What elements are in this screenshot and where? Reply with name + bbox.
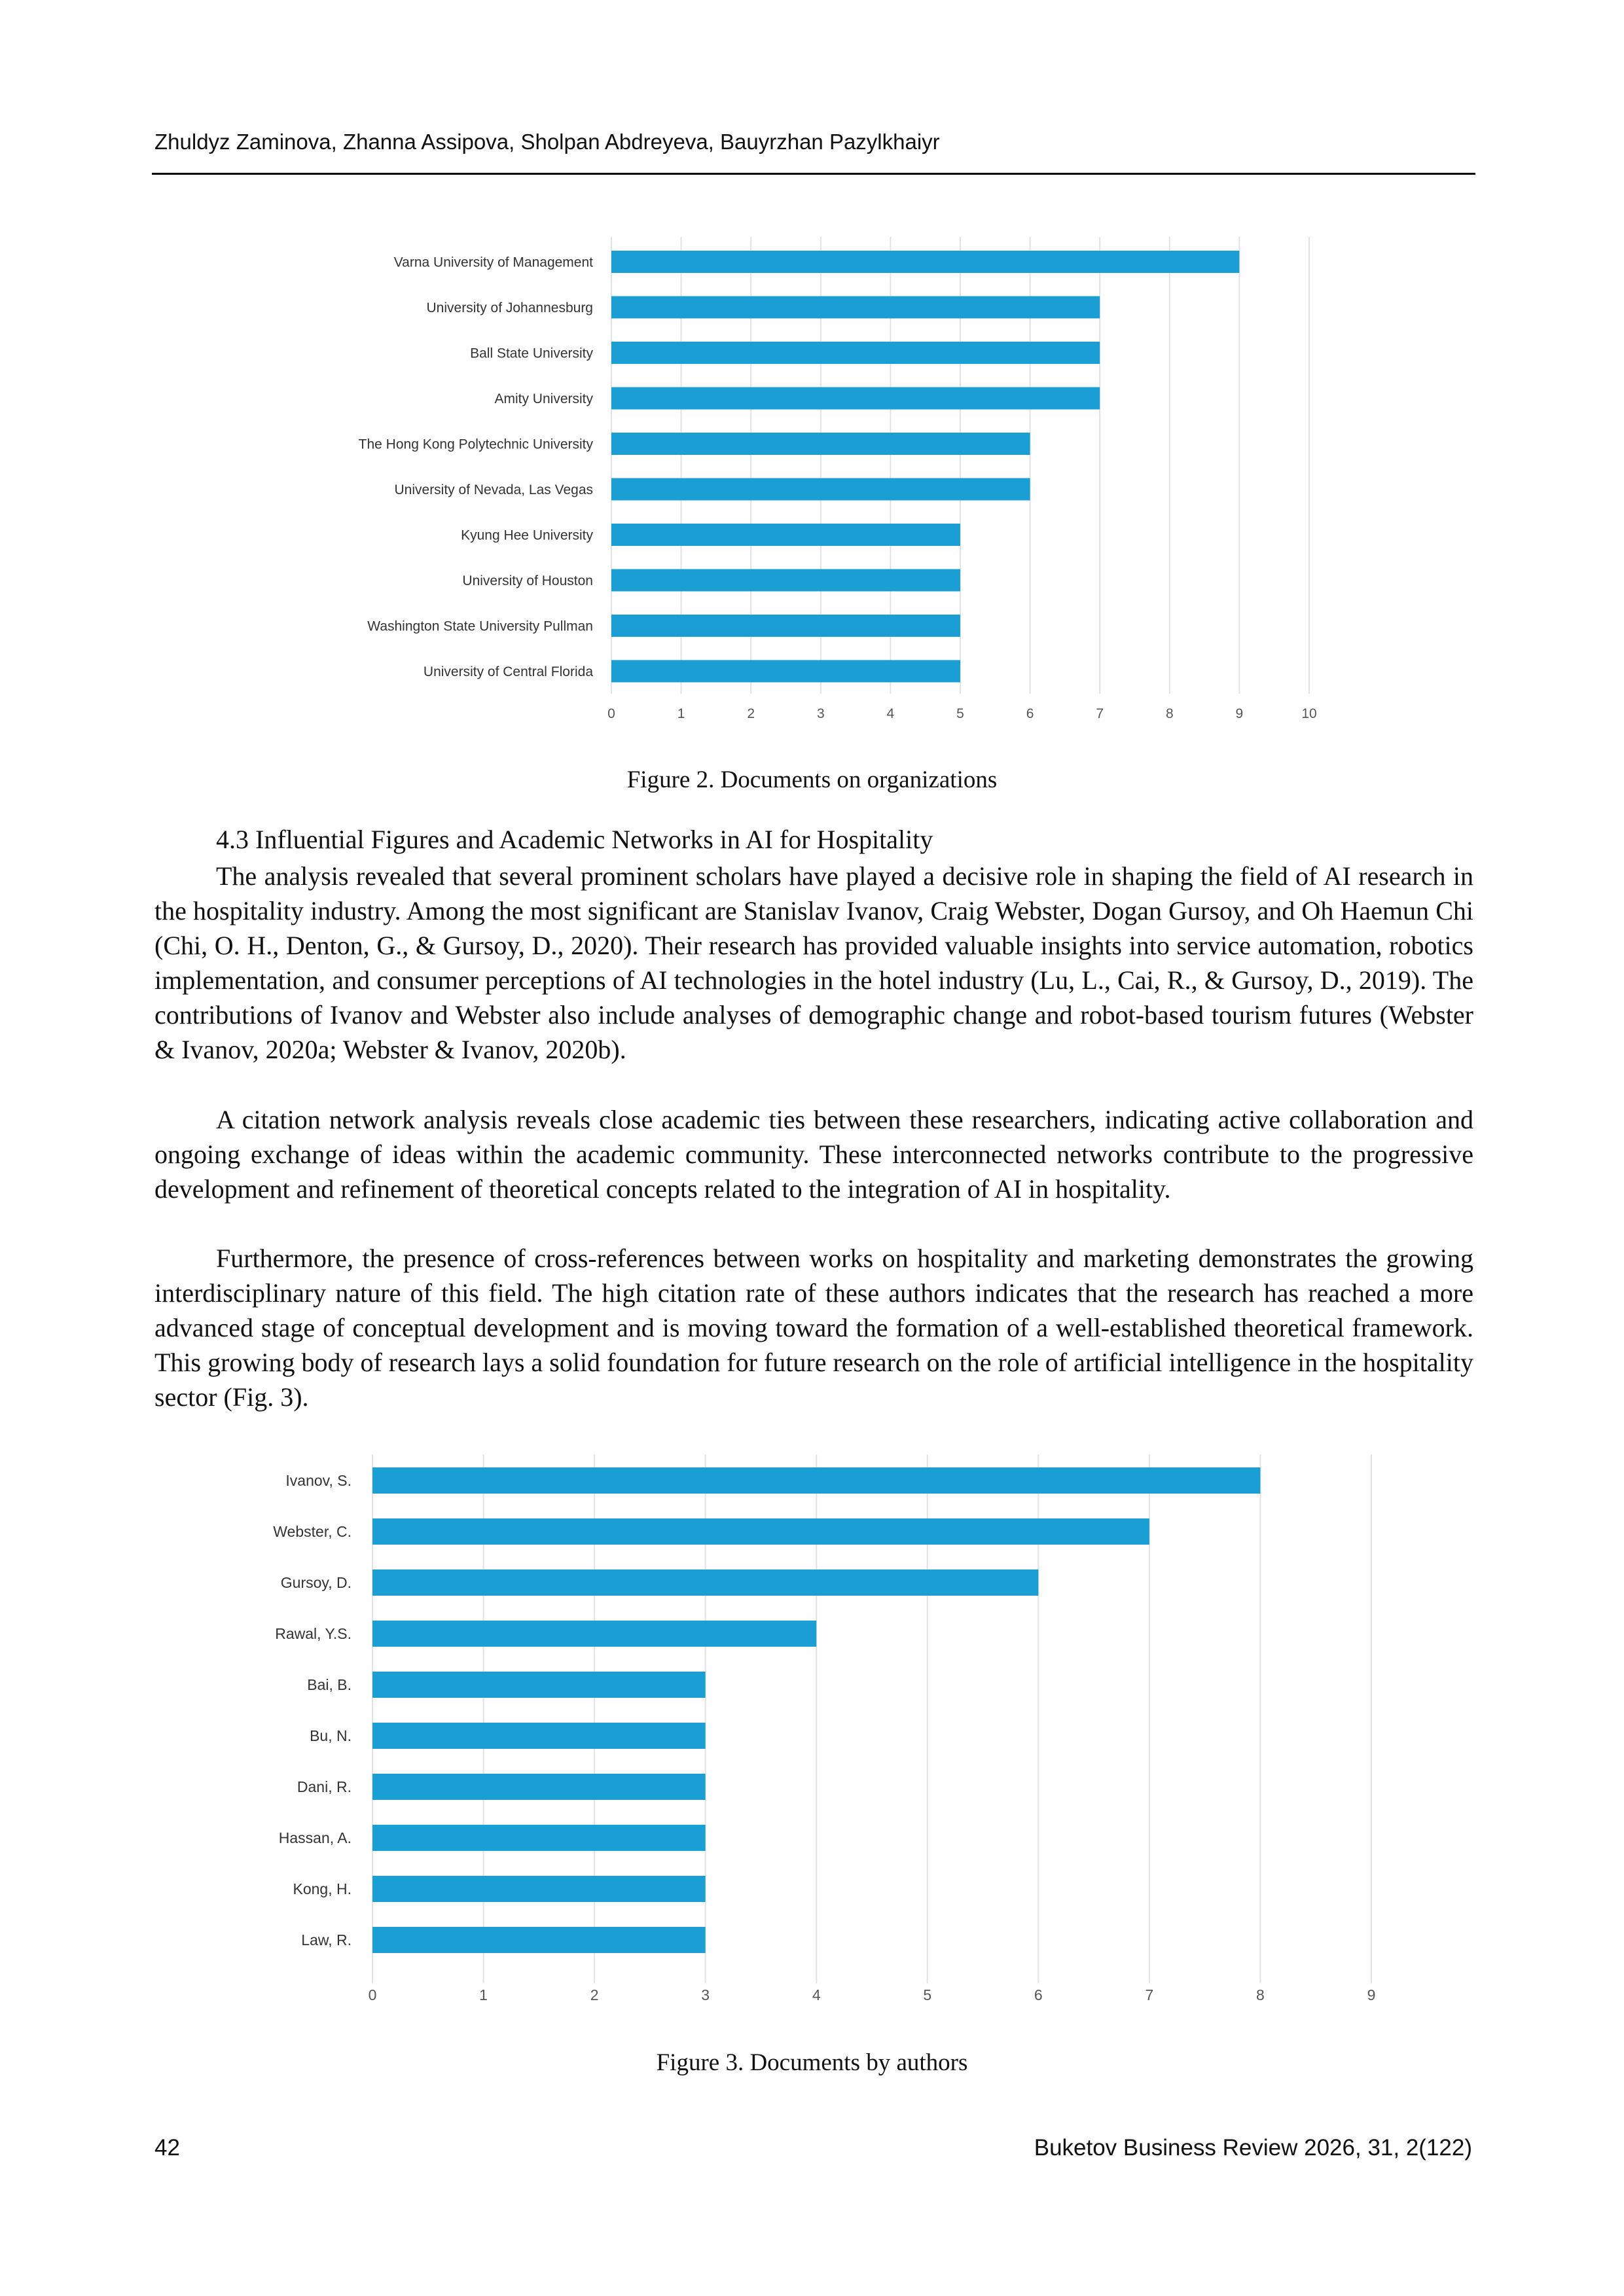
bar [372, 1467, 1260, 1494]
category-label: Kong, H. [293, 1880, 352, 1898]
organizations-bar-chart [308, 223, 1329, 740]
category-label: Webster, C. [273, 1523, 352, 1541]
body-paragraph-1: The analysis revealed that several prominent scholars have played a decisive role in shaping the field of AI research in the hospitality industry. Among the most significant are Stanislav Ivanov, Craig Webster, Dogan Gursoy, and Oh Haemun Chi (Chi, O. H., Denton, G., & Gursoy, D., 2020). Their research has provided valuable insights into service automation, robotics implementation, and consumer perceptions of AI technologies in the hotel industry (Lu, L., Cai, R., & Gursoy, D., 2019). The contributions of Ivanov and Webster also include analyses of demographic change and robot-based tourism futures (Webster & Ivanov, 2020a; Webster & Ivanov, 2020b). [154, 861, 1473, 1064]
category-label: Hassan, A. [278, 1829, 352, 1847]
category-label: Gursoy, D. [280, 1574, 352, 1592]
bar [372, 1723, 706, 1749]
category-label: University of Nevada, Las Vegas [394, 482, 593, 497]
bar [611, 615, 960, 637]
x-tick-label: 7 [1145, 1986, 1154, 2003]
x-tick-label: 0 [368, 1986, 377, 2003]
bar [372, 1621, 816, 1647]
category-label: The Hong Kong Polytechnic University [358, 437, 593, 452]
bar [611, 569, 960, 592]
x-tick-label: 9 [1367, 1986, 1376, 2003]
category-label: Bai, B. [307, 1676, 352, 1694]
bar [611, 660, 960, 683]
bar [372, 1927, 706, 1953]
bar [611, 433, 1030, 455]
figure-2-caption: Figure 2. Documents on organizations [626, 766, 998, 793]
figure-3-caption: Figure 3. Documents by authors [656, 2049, 968, 2076]
bar [372, 1825, 706, 1851]
category-label: Kyung Hee University [461, 528, 593, 543]
bar [611, 342, 1100, 364]
bar [372, 1876, 706, 1902]
journal-footer: Buketov Business Review 2026, 31, 2(122) [1034, 2135, 1472, 2161]
category-label: University of Johannesburg [426, 300, 593, 315]
x-tick-label: 10 [1301, 706, 1317, 721]
category-label: University of Houston [462, 573, 593, 588]
section-heading: 4.3 Influential Figures and Academic Networks in AI for Hospitality [216, 825, 933, 854]
bar [611, 296, 1100, 319]
bar [372, 1774, 706, 1800]
bar [611, 251, 1239, 273]
bar [372, 1570, 1038, 1596]
category-label: Dani, R. [297, 1778, 352, 1796]
x-tick-label: 6 [1026, 706, 1034, 721]
x-tick-label: 0 [607, 706, 615, 721]
running-header-authors: Zhuldyz Zaminova, Zhanna Assipova, Sholpan Abdreyeva, Bauyrzhan Pazylkhaiyr [154, 130, 940, 154]
bar [372, 1518, 1149, 1545]
x-tick-label: 6 [1034, 1986, 1043, 2003]
bar [372, 1672, 706, 1698]
authors-bar-chart [229, 1440, 1407, 2029]
bar [611, 387, 1100, 410]
bar [611, 478, 1030, 501]
x-tick-label: 4 [812, 1986, 821, 2003]
x-tick-label: 8 [1165, 706, 1174, 721]
x-tick-label: 2 [747, 706, 755, 721]
category-label: Varna University of Management [393, 255, 593, 270]
category-label: Rawal, Y.S. [275, 1625, 352, 1643]
x-tick-label: 7 [1096, 706, 1104, 721]
bar [611, 524, 960, 546]
x-tick-label: 1 [479, 1986, 488, 2003]
category-label: Washington State University Pullman [367, 619, 593, 634]
category-label: Ivanov, S. [285, 1472, 352, 1490]
x-tick-label: 5 [923, 1986, 932, 2003]
category-label: University of Central Florida [423, 664, 593, 679]
category-label: Law, R. [301, 1931, 352, 1949]
page-number: 42 [154, 2135, 180, 2161]
header-divider [152, 173, 1475, 175]
x-tick-label: 3 [701, 1986, 710, 2003]
body-paragraph-3: Furthermore, the presence of cross-references between works on hospitality and marketing demonstrates the growing interdisciplinary nature of this field. The high citation rate of these authors indicates that the research has reached a more advanced stage of conceptual development and is moving toward the formation of a well-established theoretical framework. This growing body of research lays a solid foundation for future research on the role of artificial intelligence in the hospitality sector (Fig. 3). [154, 1244, 1473, 1412]
body-paragraph-2: A citation network analysis reveals close academic ties between these researchers, indicating active collaboration and ongoing exchange of ideas within the academic community. These interconnected networks contribute to the progressive development and refinement of theoretical concepts related to the integration of AI in hospitality. [154, 1105, 1473, 1204]
x-tick-label: 5 [956, 706, 964, 721]
category-label: Ball State University [470, 346, 593, 361]
category-label: Bu, N. [310, 1727, 352, 1745]
x-tick-label: 1 [677, 706, 685, 721]
category-label: Amity University [494, 391, 593, 406]
x-tick-label: 8 [1256, 1986, 1265, 2003]
x-tick-label: 9 [1235, 706, 1244, 721]
x-tick-label: 3 [816, 706, 825, 721]
x-tick-label: 4 [886, 706, 895, 721]
x-tick-label: 2 [590, 1986, 599, 2003]
